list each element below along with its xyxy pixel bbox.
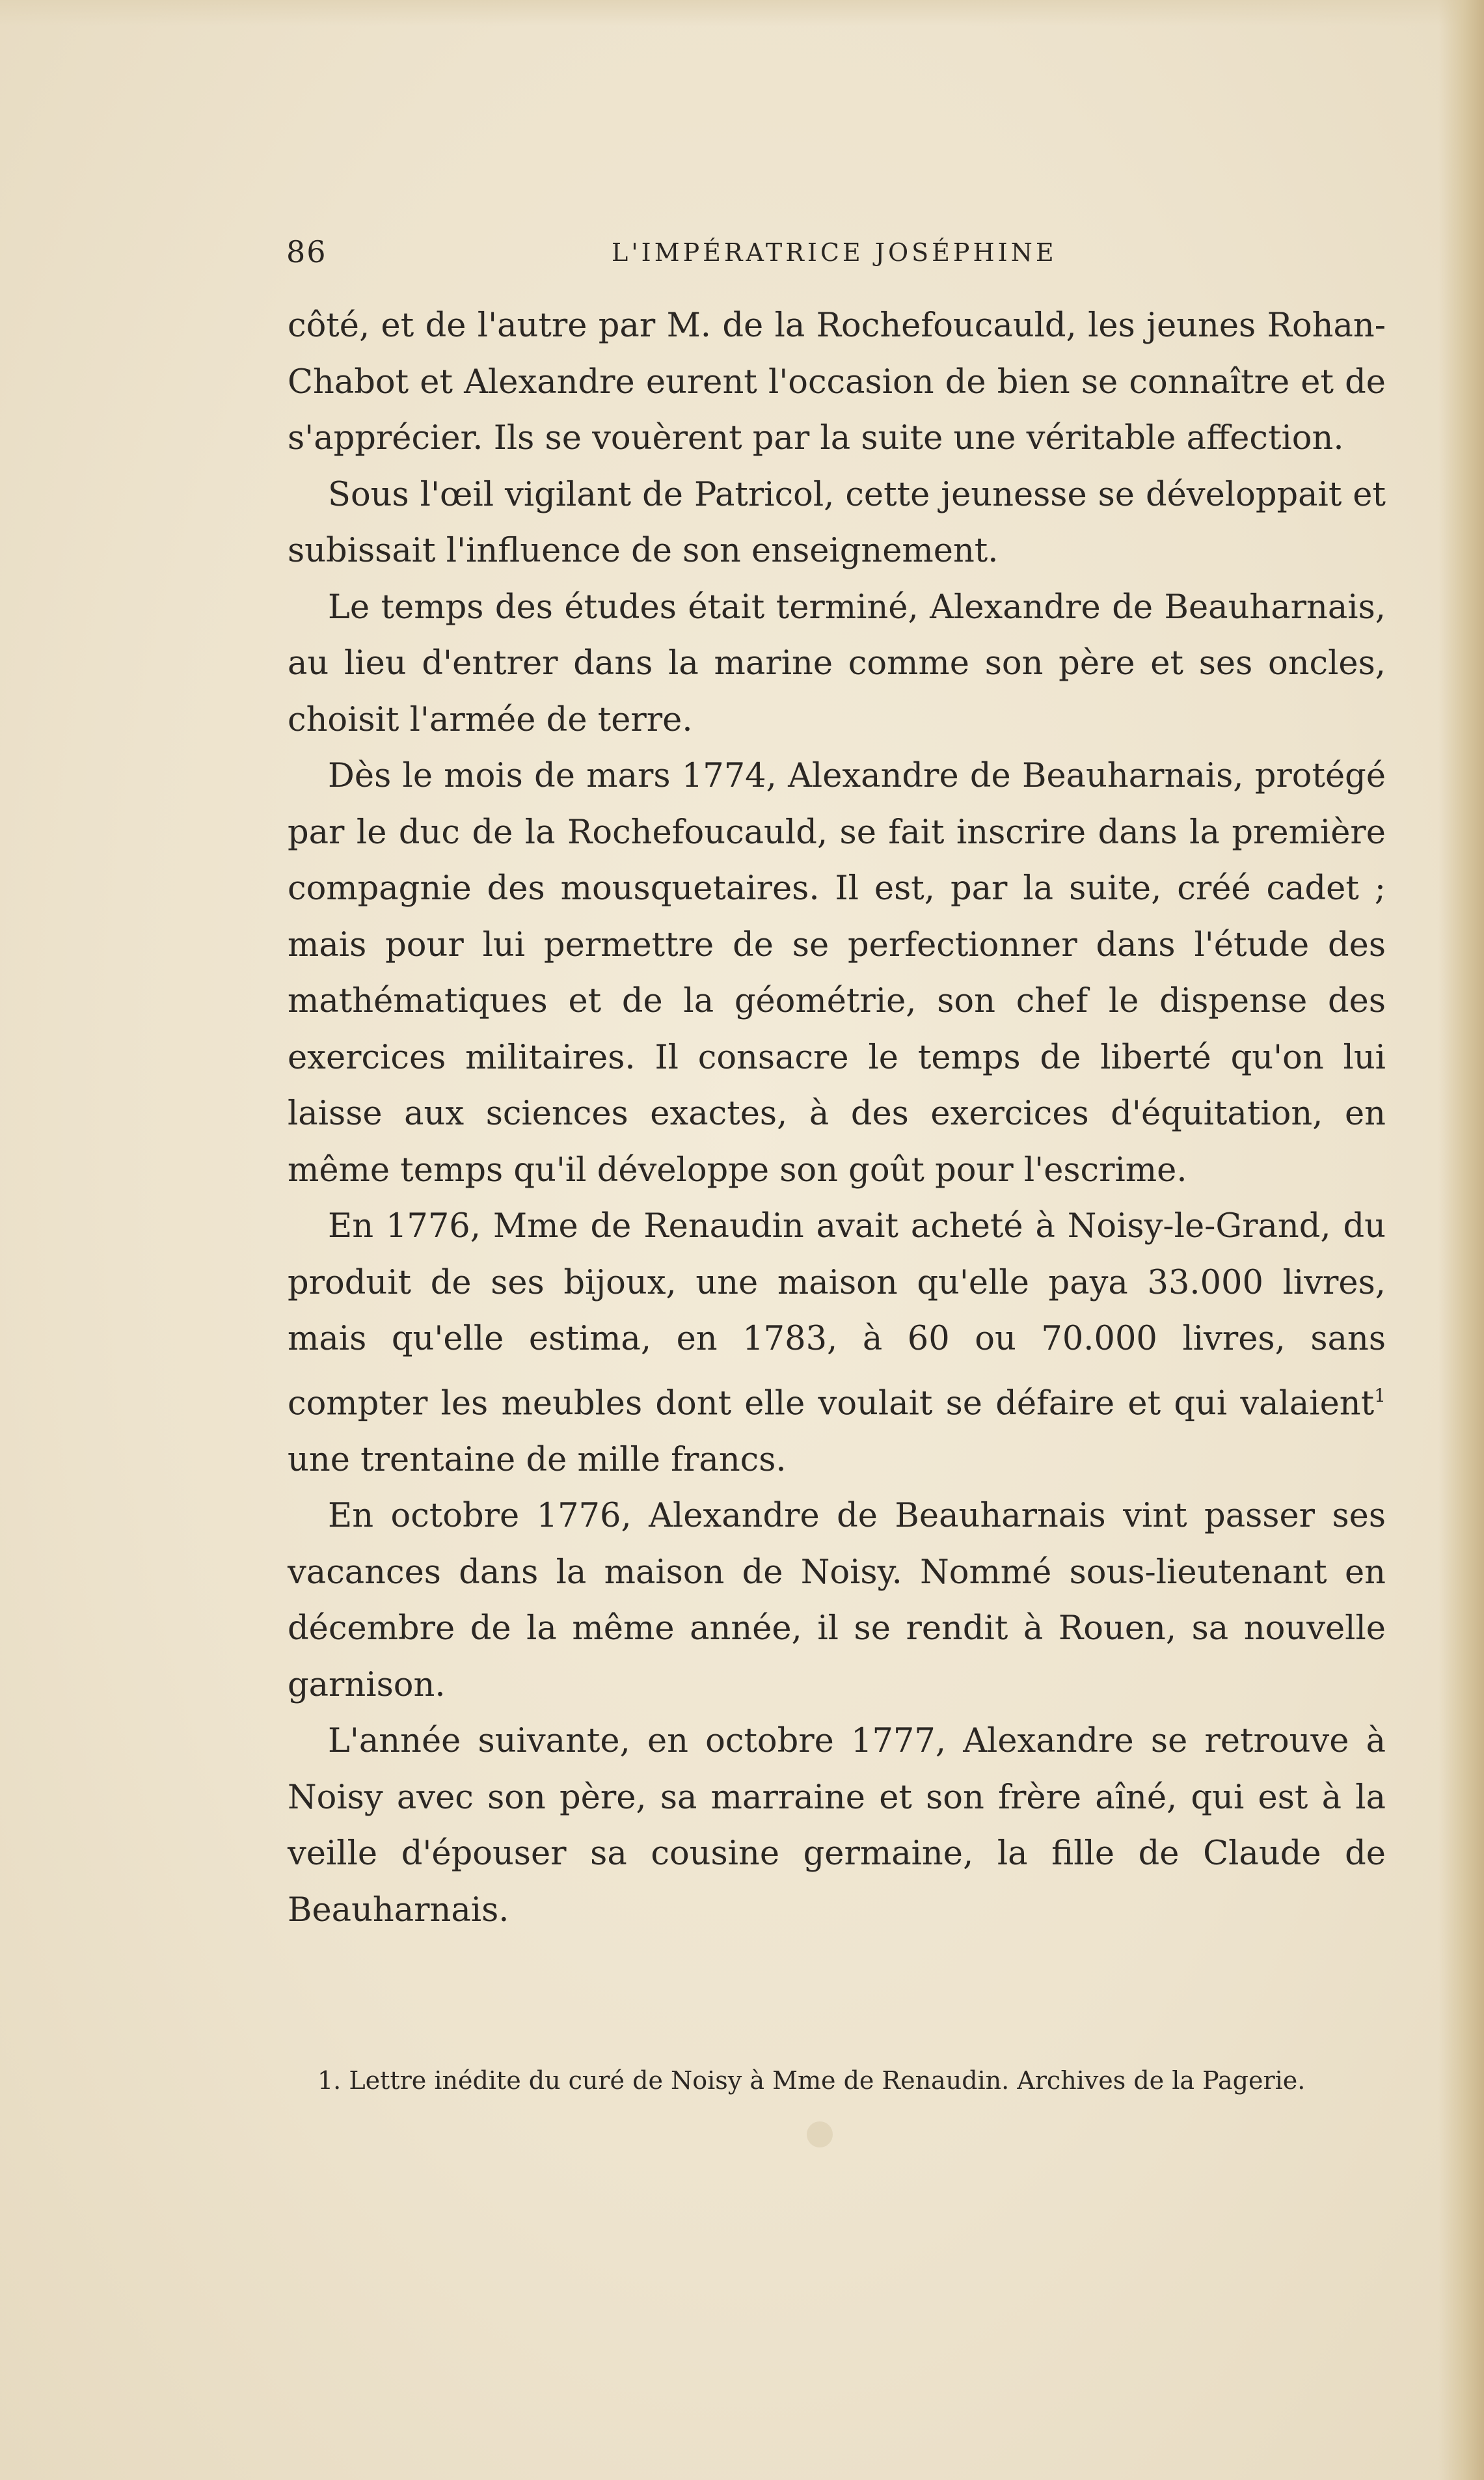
paragraph-5 bbox=[288, 1199, 1386, 1488]
paragraph-1: côté, et de l'autre par M. de la Rochefoucauld, les jeunes Rohan-Chabot et Alexandre eurent l'occasion de bien se connaître et de s'apprécier. Ils se vouèrent par la suite une véritable affection. bbox=[288, 307, 1386, 457]
page-header bbox=[286, 234, 1386, 273]
page-top-shadow bbox=[0, 0, 1484, 26]
paragraph-5-text: En 1776, Mme de Renaudin avait acheté à Noisy-le-Grand, du produit de ses bijoux, une maison qu'elle paya 33.000 livres, mais qu'elle estima, en 1783, à 60 ou 70.000 livres, sans compter les meubles dont elle voulait se défaire et qui valaient bbox=[288, 1207, 1386, 1423]
body-text bbox=[288, 298, 1386, 1939]
paragraph-7: L'année suivante, en octobre 1777, Alexandre se retrouve à Noisy avec son père, sa marraine et son frère aîné, qui est à la veille d'épouser sa cousine germaine, la fille de Claude de Beauharnais. bbox=[288, 1722, 1386, 1929]
paragraph-4: Dès le mois de mars 1774, Alexandre de Beauharnais, protégé par le duc de la Rochefoucauld, se fait inscrire dans la première compagnie des mousquetaires. Il est, par la suite, créé cadet ; mais pour lui permettre de se perfectionner dans l'étude des mathématiques et de la géométrie, son chef le dispense des exercices militaires. Il consacre le temps de liberté qu'on lui laisse aux sciences exactes, à des exercices d'équitation, en même temps qu'il développe son goût pour l'escrime. bbox=[288, 757, 1386, 1190]
page-right-edge-shadow bbox=[1438, 0, 1484, 2480]
paragraph-6: En octobre 1776, Alexandre de Beauharnais vint passer ses vacances dans la maison de Noisy. Nommé sous-lieutenant en décembre de la même année, il se rendit à Rouen, sa nouvelle garnison. bbox=[288, 1497, 1386, 1704]
running-head: L'IMPÉRATRICE JOSÉPHINE bbox=[612, 238, 1057, 267]
footnote: 1. Lettre inédite du curé de Noisy à Mme de Renaudin. Archives de la Pagerie. bbox=[317, 2066, 1306, 2095]
paragraph-5-tail: une trentaine de mille francs. bbox=[288, 1440, 787, 1479]
paragraph-2: Sous l'œil vigilant de Patricol, cette jeunesse se développait et subissait l'influence de son enseignement. bbox=[288, 475, 1386, 570]
paper-stain bbox=[807, 2121, 833, 2147]
page-number: 86 bbox=[286, 234, 327, 269]
footnote-reference: 1 bbox=[1374, 1384, 1386, 1406]
paragraph-3: Le temps des études était terminé, Alexandre de Beauharnais, au lieu d'entrer dans la marine comme son père et ses oncles, choisit l'armée de terre. bbox=[288, 588, 1386, 739]
